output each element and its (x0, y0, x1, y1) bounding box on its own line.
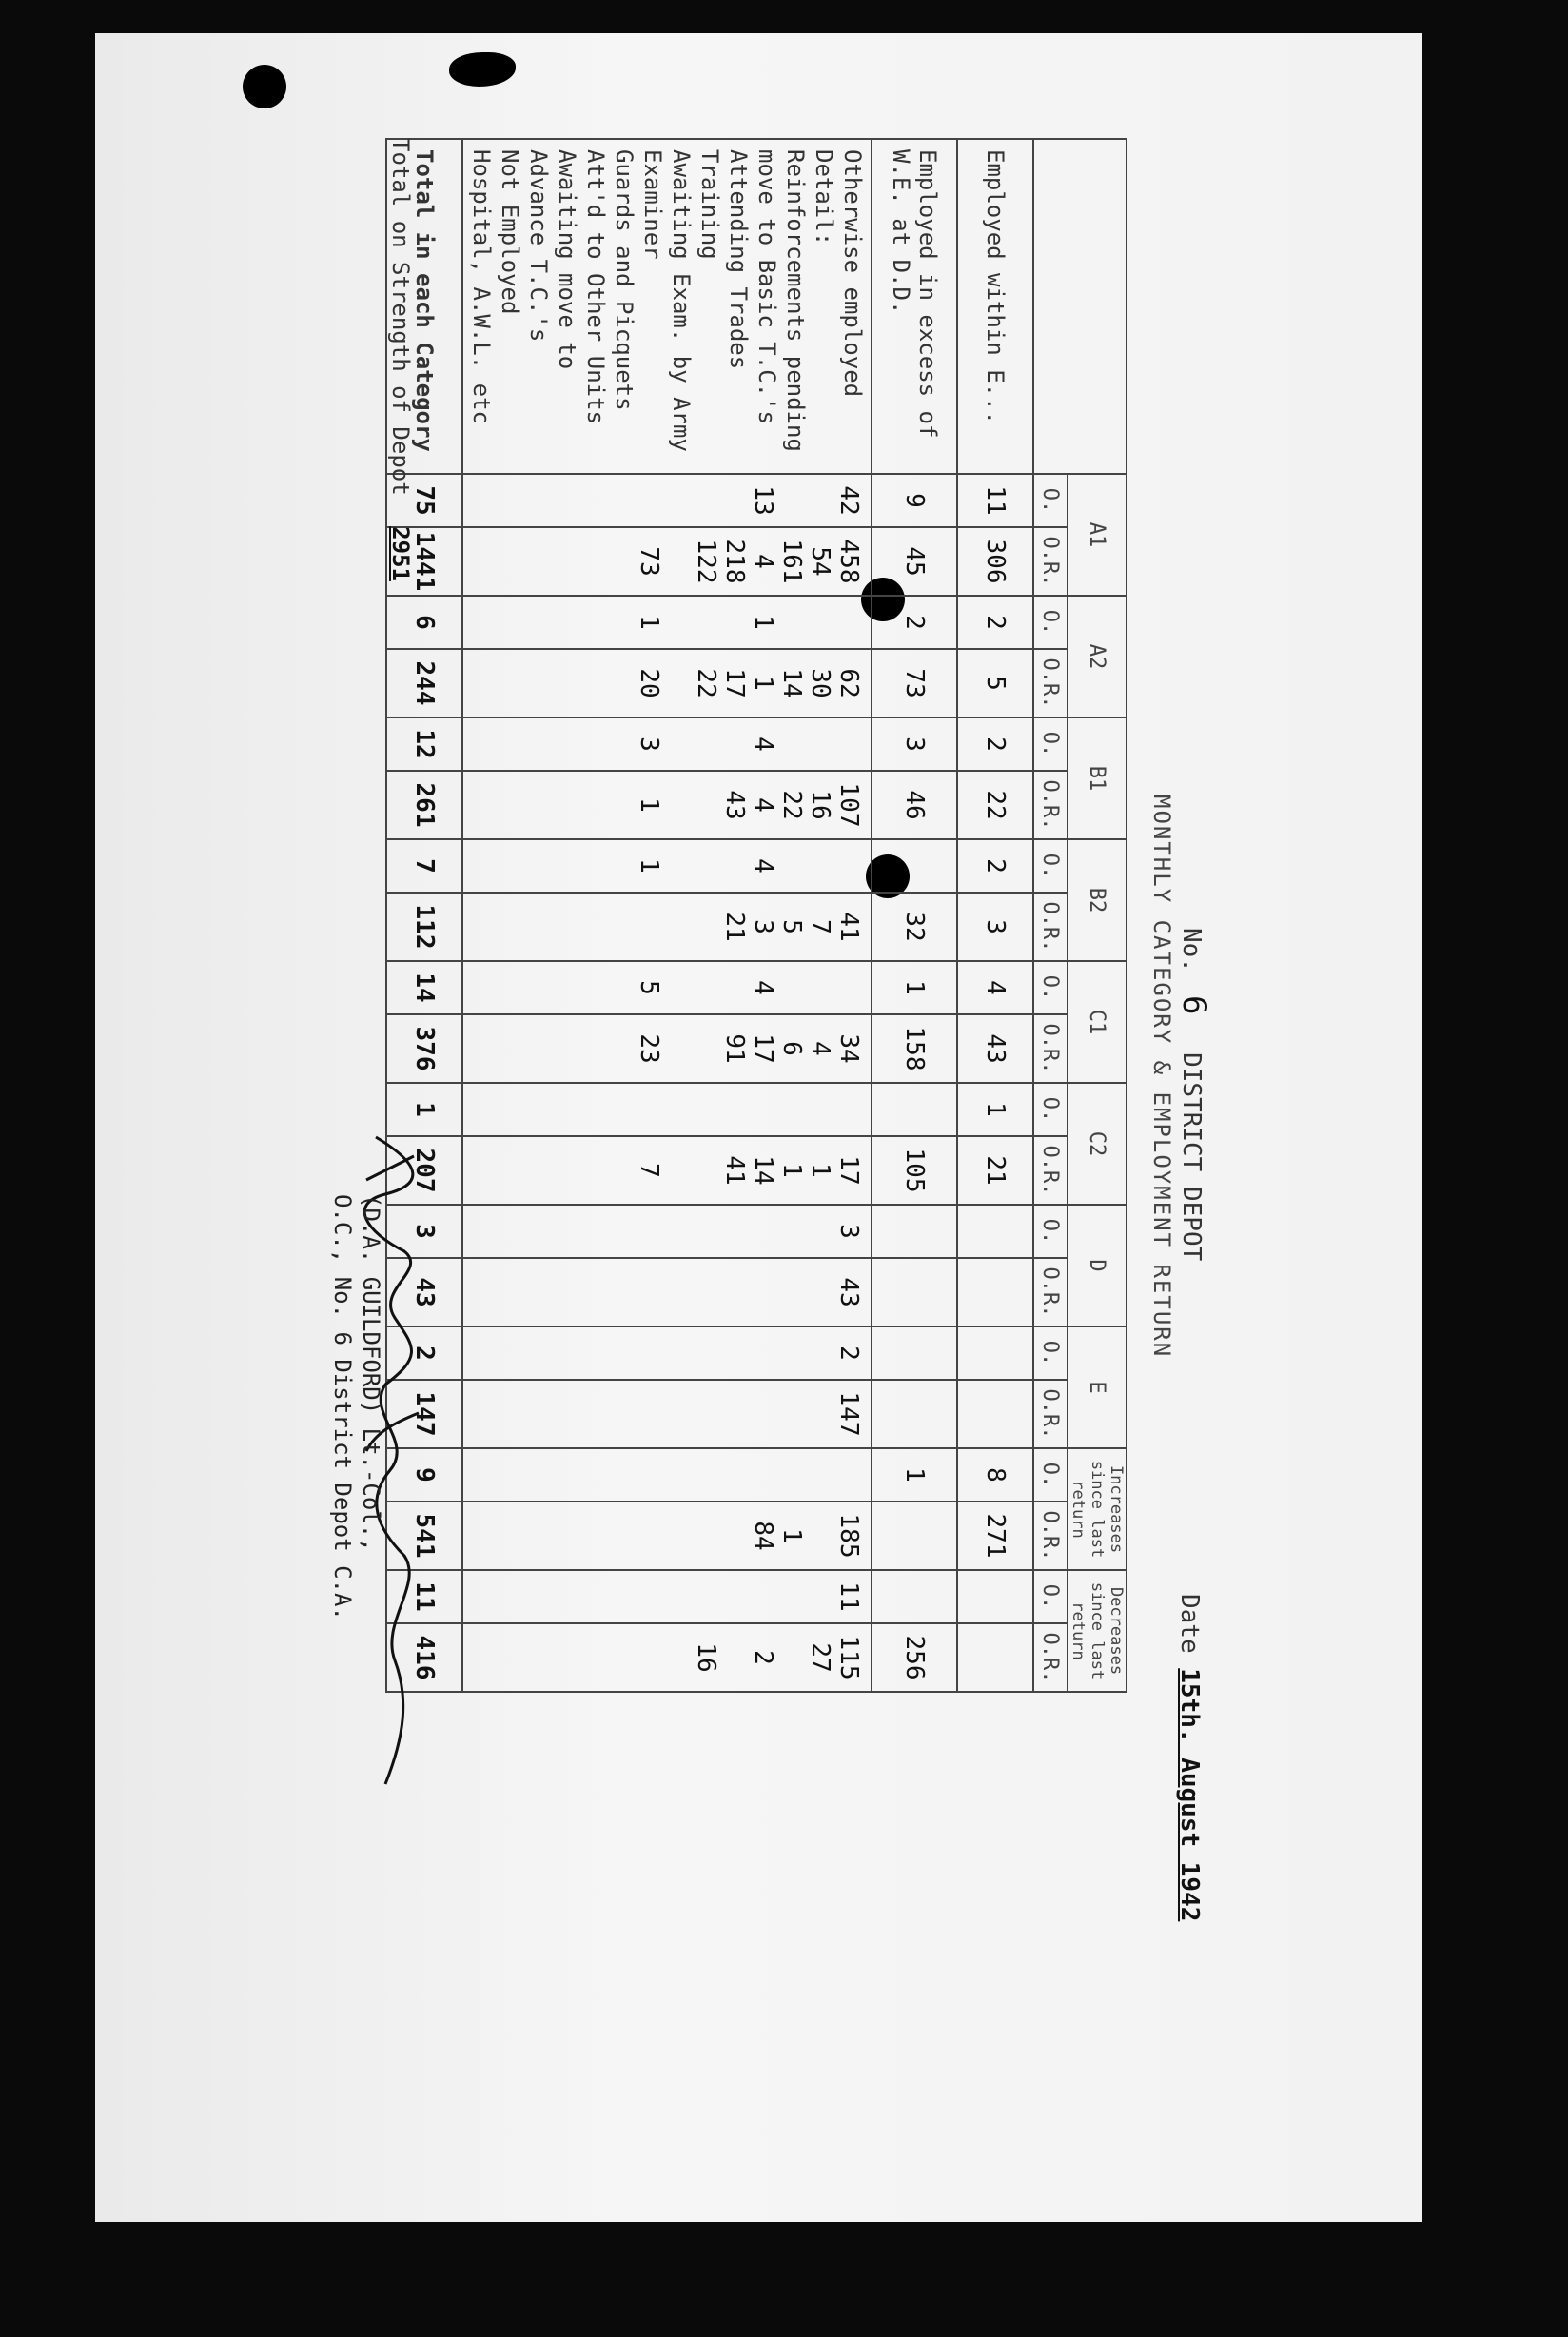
group-header: D (1068, 1205, 1127, 1326)
sub-header: O.R. (1033, 1014, 1068, 1083)
value-cell: 22 (957, 771, 1033, 839)
value-cell (872, 1380, 957, 1448)
strength-value: 2951 (387, 526, 414, 581)
value-cell: 1 (872, 1448, 957, 1502)
value-cell: 3 (386, 1205, 462, 1258)
row-otherwise (462, 139, 872, 1692)
value-cell: 541 (386, 1502, 462, 1570)
sub-header: O.R. (1033, 1623, 1068, 1692)
group-header: E (1068, 1326, 1127, 1448)
depot-number (1175, 928, 1213, 1261)
value-stack (863, 1449, 871, 1501)
value-cell (957, 1380, 1033, 1448)
value-cell (957, 1570, 1033, 1623)
sub-header: O.R. (1033, 527, 1068, 596)
value-cell: 271 (957, 1502, 1033, 1570)
value-cell: 112 (386, 893, 462, 961)
value-cell: 7 (386, 839, 462, 893)
value-cell (462, 527, 872, 596)
value-cell (462, 839, 872, 893)
group-header: Increases since last return (1068, 1448, 1127, 1570)
value-cell: 3 (957, 893, 1033, 961)
value-cell: 2 (957, 717, 1033, 771)
rotated-return-form (329, 128, 1213, 2146)
signatory-title: O.C., No. 6 District Depot C.A. (329, 1194, 356, 1620)
value-cell (957, 1258, 1033, 1326)
value-cell (462, 1205, 872, 1258)
value-cell: 6 (386, 596, 462, 649)
value-stack: 1 1 (635, 615, 777, 630)
detail-item: Awaiting move to Advance T.C.'s (525, 149, 580, 370)
ink-blot (449, 52, 516, 87)
value-cell: 147 (386, 1380, 462, 1448)
value-cell (462, 474, 872, 527)
value-cell (462, 771, 872, 839)
value-cell (462, 1083, 872, 1136)
signatory-name: (D.A. GUILDFORD) Lt.-Col., (358, 1194, 384, 1552)
value-stack: 62 30 14 1 17 22 20 (635, 668, 863, 698)
value-cell: 261 (386, 771, 462, 839)
value-cell (462, 1136, 872, 1205)
value-cell: 1441 (386, 527, 462, 596)
value-stack: 4 5 (635, 980, 777, 995)
sub-header: O.R. (1033, 649, 1068, 717)
date-value: 15th. August 1942 (1175, 1668, 1204, 1922)
corner-cell (1033, 139, 1127, 474)
group-header: A1 (1068, 474, 1127, 596)
sub-header: O. (1033, 1083, 1068, 1136)
value-stack: 3 (834, 1224, 863, 1239)
form-title: MONTHLY CATEGORY & EMPLOYMENT RETURN (1148, 795, 1175, 1359)
value-cell: 73 (872, 649, 957, 717)
value-cell: 2 (872, 596, 957, 649)
sub-header: O. (1033, 717, 1068, 771)
sub-header: O. (1033, 596, 1068, 649)
value-cell: 2 (386, 1326, 462, 1380)
value-cell (462, 1502, 872, 1570)
row-label: Employed within E... (957, 139, 1033, 474)
value-cell: 2 (957, 839, 1033, 893)
value-cell: 1 (957, 1083, 1033, 1136)
value-stack: 4 3 (635, 736, 777, 752)
value-cell: 43 (386, 1258, 462, 1326)
value-stack: 17 1 1 14 41 7 (635, 1155, 863, 1186)
value-cell: 14 (386, 961, 462, 1014)
otherwise-heading: Otherwise employed Detail: (811, 149, 866, 398)
value-stack: 185 1 84 (749, 1513, 863, 1559)
value-stack: 147 (834, 1391, 863, 1437)
value-cell: 416 (386, 1623, 462, 1692)
group-header-row (1068, 139, 1127, 1692)
value-cell: 21 (957, 1136, 1033, 1205)
value-cell (462, 1623, 872, 1692)
sub-header: O. (1033, 1326, 1068, 1380)
value-cell: 11 (386, 1570, 462, 1623)
sub-header: O. (1033, 961, 1068, 1014)
value-cell (462, 649, 872, 717)
value-cell (872, 1326, 957, 1380)
value-stack: 41 7 5 3 21 (720, 912, 863, 942)
value-cell: 376 (386, 1014, 462, 1083)
value-stack: 107 16 22 4 43 1 (635, 782, 863, 828)
sub-header: O. (1033, 1448, 1068, 1502)
group-header: C1 (1068, 961, 1127, 1083)
detail-item: Attending Trades Training (696, 149, 752, 370)
value-cell: 207 (386, 1136, 462, 1205)
sub-header: O. (1033, 1570, 1068, 1623)
value-cell: 11 (957, 474, 1033, 527)
value-cell: 8 (957, 1448, 1033, 1502)
value-cell (462, 893, 872, 961)
row-label: Total in each Category (386, 139, 462, 474)
value-cell: 244 (386, 649, 462, 717)
value-cell (462, 1258, 872, 1326)
value-cell: 5 (957, 649, 1033, 717)
value-cell (462, 1448, 872, 1502)
value-cell (872, 1570, 957, 1623)
value-cell (462, 1380, 872, 1448)
punch-hole (243, 65, 286, 108)
value-cell (462, 717, 872, 771)
value-cell: 9 (386, 1448, 462, 1502)
value-cell: 2 (957, 596, 1033, 649)
sub-header: O.R. (1033, 771, 1068, 839)
row-excess (872, 139, 957, 1692)
category-table (385, 138, 1127, 1693)
value-cell: 45 (872, 527, 957, 596)
sub-header: O.R. (1033, 1258, 1068, 1326)
detail-item: Att'd to Other Units (582, 149, 609, 424)
sub-header: O.R. (1033, 1502, 1068, 1570)
detail-item: Reinforcements pending move to Basic T.C.'s (754, 149, 809, 452)
value-stack: 34 4 6 17 91 23 (635, 1033, 863, 1064)
sub-header: O.R. (1033, 893, 1068, 961)
form-date (1175, 1594, 1204, 1921)
value-cell (872, 1205, 957, 1258)
value-cell: 3 (872, 717, 957, 771)
value-cell (462, 1326, 872, 1380)
value-stack: 11 (834, 1581, 863, 1612)
group-header: C2 (1068, 1083, 1127, 1205)
signatory-block (328, 1194, 385, 1620)
value-cell: 158 (872, 1014, 957, 1083)
value-cell: 4 (957, 961, 1033, 1014)
value-cell: 43 (957, 1014, 1033, 1083)
detail-item: Not Employed (497, 149, 523, 315)
sub-header: O. (1033, 1205, 1068, 1258)
group-header: B1 (1068, 717, 1127, 839)
value-cell: 32 (872, 893, 957, 961)
value-cell (462, 596, 872, 649)
detail-item: Awaiting Exam. by Army Examiner (639, 149, 695, 452)
group-header: Decreases since last return (1068, 1570, 1127, 1692)
value-cell (872, 1083, 957, 1136)
sub-header: O. (1033, 839, 1068, 893)
value-cell (462, 1014, 872, 1083)
value-cell (872, 1258, 957, 1326)
no-value: 6 (1175, 994, 1213, 1015)
value-cell (957, 1623, 1033, 1692)
value-cell: 9 (872, 474, 957, 527)
date-label: Date (1175, 1594, 1204, 1654)
value-cell: 46 (872, 771, 957, 839)
sub-header: O.R. (1033, 1380, 1068, 1448)
value-cell: 12 (386, 717, 462, 771)
value-stack: 458 54 161 4 218 122 73 (635, 539, 863, 584)
strength-label: Total on Strength of Depot (387, 138, 414, 496)
value-cell: 75 (386, 474, 462, 527)
value-cell: 306 (957, 527, 1033, 596)
value-cell (462, 1570, 872, 1623)
value-stack: 2 (834, 1345, 863, 1361)
value-cell (957, 1205, 1033, 1258)
sub-header: O. (1033, 474, 1068, 527)
value-cell: 105 (872, 1136, 957, 1205)
value-stack: 42 13 (749, 485, 863, 516)
row-label: Employed in excess of W.E. at D.D. (872, 139, 957, 474)
value-stack: 4 1 (635, 858, 777, 874)
detail-item: Hospital, A.W.L. etc (468, 149, 495, 424)
group-header: A2 (1068, 596, 1127, 717)
value-cell: 1 (872, 961, 957, 1014)
sub-header: O.R. (1033, 1136, 1068, 1205)
group-header: B2 (1068, 839, 1127, 961)
total-strength (387, 138, 414, 581)
value-cell (872, 1502, 957, 1570)
row-employed (957, 139, 1033, 1692)
no-label: No. (1177, 928, 1205, 972)
value-stack: 115 27 2 16 (692, 1635, 863, 1680)
value-stack (863, 1084, 871, 1135)
document-sheet (95, 33, 1422, 2222)
value-cell (957, 1326, 1033, 1380)
detail-item: Guards and Picquets (611, 149, 637, 411)
value-cell: 1 (386, 1083, 462, 1136)
value-cell (462, 961, 872, 1014)
row-label-otherwise (462, 139, 872, 474)
value-stack: 43 (834, 1277, 863, 1307)
depot-label: DISTRICT DEPOT (1177, 1052, 1205, 1262)
value-cell (872, 839, 957, 893)
value-cell: 256 (872, 1623, 957, 1692)
